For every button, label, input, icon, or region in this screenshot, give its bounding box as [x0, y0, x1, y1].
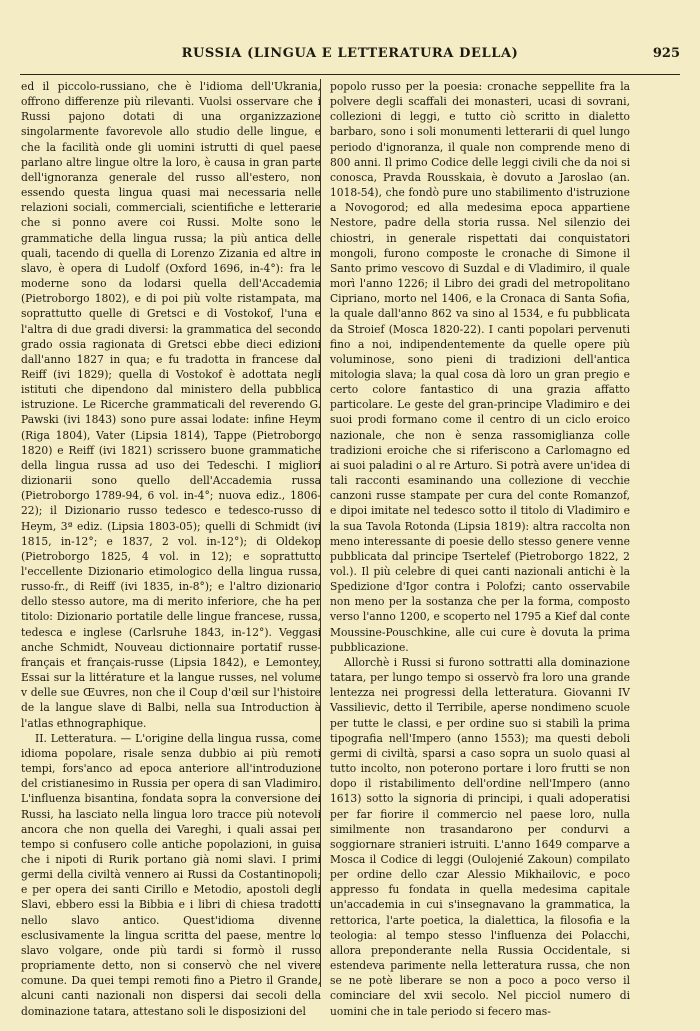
left-column	[21, 79, 321, 1019]
running-head	[20, 46, 680, 68]
running-title: RUSSIA (LINGUA E LETTERATURA DELLA)	[181, 46, 519, 61]
left-paragraph-2: II. Letteratura. — L'origine della lingua russa, come idioma popolare, risale senza dubbio ai più remoti tempi, fors'anco ad epoca anteriore all'introduzione del cristianesimo in Russia per opera di san Vladimiro. L'influenza bisantina, fondata sopra la conversione dei Russi, ha lasciato nella lingua loro tracce più notevoli ancora che non quella dei Vareghi, i quali assai per tempo si confusero colle antiche popolazioni, in guisa che i nipoti di Rurik portano già nomi slavi. I primi germi della civiltà vennero ai Russi da Costantinopoli; e per opera dei santi Cirillo e Metodio, apostoli degli Slavi, ebbero essi la Bibbia e i libri di chiesa tradotti nello slavo antico. Quest'idioma divenne esclusivamente la lingua scritta del paese, mentre lo slavo volgare, onde più tardi si formò il russo propriamente detto, non si conservò che nel vivere comune. Da quei tempi remoti fino a Pietro il Grande, alcuni canti nazionali non dispersi dai secoli della dominazione tatara, attestano soli le disposizioni del	[21, 731, 321, 1018]
header-rule	[20, 74, 680, 75]
page-number: 925	[652, 46, 680, 61]
right-column	[330, 79, 630, 1019]
left-paragraph-1: ed il piccolo-russiano, che è l'idioma dell'Ukrania, offrono differenze più rilevanti. Vuolsi osservare che i Russi pajono dotati di una organizzazione singolarmente favorevole allo studio delle lingue, e che la facilità onde gli uomini istrutti di quel paese parlano altre lingue oltre la loro, è causa in gran parte dell'ignoranza generale del russo all'estero, non essendo questa lingua quasi mai necessaria nelle relazioni sociali, commerciali, scientifiche e letterarie che si ponno avere coi Russi. Molte sono le grammatiche della lingua russa; la più antica delle quali, tacendo di quella di Lorenzo Zizania ed altre in slavo, è opera di Ludolf (Oxford 1696, in-4°): fra le moderne sono da lodarsi quella dell'Accademia (Pietroborgo 1802), e di poi più volte ristampata, ma soprattutto quelle di Gretsci e di Vostokof, l'una e l'altra di due gradi diversi: la grammatica del secondo grado ossia ragionata di Gretsci ebbe dieci edizioni dall'anno 1827 in qua; e fu tradotta in francese dal Reiff (ivi 1829); quella di Vostokof è adottata negli istituti che dipendono dal ministero della pubblica istruzione. Le Ricerche grammaticali del reverendo G. Pawski (ivi 1843) sono pure assai lodate: infine Heym (Riga 1804), Vater (Lipsia 1814), Tappe (Pietroborgo 1820) e Reiff (ivi 1821) scrissero buone grammatiche della lingua russa ad uso dei Tedeschi. I migliori dizionarii sono quello dell'Accademia russa (Pietroborgo 1789-94, 6 vol. in-4°; nuova ediz., 1806-22); il Dizionario russo tedesco e tedesco-russo di Heym, 3ª ediz. (Lipsia 1803-05); quelli di Schmidt (ivi 1815, in-12°; e 1837, 2 vol. in-12°); di Oldekop (Pietroborgo 1825, 4 vol. in 12); e soprattutto l'eccellente Dizionario etimologico della lingua russa, russo-fr., di Reiff (ivi 1835, in-8°); e l'altro dizionario dello stesso autore, ma di merito inferiore, che ha per titolo: Dizionario portatile delle lingue francese, russa, tedesca e inglese (Carlsruhe 1843, in-12°). Veggasi anche Schmidt, Nouveau dictionnaire portatif russe-français et français-russe (Lipsia 1842), e Lemontey, Essai sur la littérature et la langue russes, nel volume v delle sue Œuvres, non che il Coup d'œil sur l'histoire de la langue slave di Balbi, nella sua Introduction à l'atlas ethnographique.	[21, 80, 321, 730]
column-divider	[320, 79, 321, 987]
right-paragraph-2: Allorchè i Russi si furono sottratti alla dominazione tatara, per lungo tempo si osservò fra loro una grande lentezza nei progressi della letteratura. Giovanni IV Vassilievic, detto il Terribile, aperse nondimeno scuole per tutte le classi, e per ordine suo si stabilì la prima tipografia nell'Impero (anno 1553); ma questi deboli germi di civiltà, sparsi a caso sopra un suolo quasi al tutto incolto, non poterono portare i loro frutti se non dopo il ristabilimento dell'ordine nell'Impero (anno 1613) sotto la signoria di principi, i quali adoperatisi per far fiorire il commercio nel paese loro, nulla similmente non trasandarono per condurvi a soggiornare stranieri istruiti. L'anno 1649 comparve a Mosca il Codice di leggi (Oulojenié Zakoun) compilato per ordine dello czar Alessio Mikhailovic, e poco appresso fu fondata in quella medesima capitale un'accademia in cui s'insegnavano la grammatica, la rettorica, l'arte poetica, la dialettica, la filosofia e la teologia: al tempo stesso l'influenza dei Polacchi, allora preponderante nella Russia Occidentale, si estendeva parimente nella letteratura russa, che non se ne potè liberare se non a poco a poco verso il cominciare del xvii secolo. Nel picciol numero di uomini che in tale periodo si fecero mas-	[330, 655, 630, 1018]
right-paragraph-1: popolo russo per la poesia: cronache seppellite fra la polvere degli scaffali dei monasteri, ucasi di sovrani, collezioni di leggi, e tutto ciò scritto in dialetto barbaro, sono i soli monumenti letterarii di quel lungo periodo d'ignoranza, il quale non comprende meno di 800 anni. Il primo Codice delle leggi civili che da noi si conosca, Pravda Rousskaia, è dovuto a Jaroslao (an. 1018-54), che fondò pure uno stabilimento d'istruzione a Novogorod; ed alla medesima epoca appartiene Nestore, padre della storia russa. Nel silenzio dei chiostri, in generale rispettati dai conquistatori mongoli, furono composte le cronache di Simone il Santo primo vescovo di Suzdal e di Vladimiro, il quale morì l'anno 1226; il Libro dei gradi del metropolitano Cipriano, morto nel 1406, e la Cronaca di Santa Sofia, la quale dall'anno 862 va sino al 1534, e fu pubblicata da Stroief (Mosca 1820-22). I canti popolari pervenuti fino a noi, indipendentemente da quelle opere più voluminose, sono pieni di tradizioni dell'antica mitologia slava; la qual cosa dà loro un gran pregio e certo colore fantastico di una grazia affatto particolare. Le geste del gran-principe Vladimiro e dei suoi prodi formano come il centro di un ciclo eroico nazionale, che non è senza rassomiglianza colle tradizioni eroiche che si riferiscono a Carlomagno ed ai suoi paladini o al re Arturo. Si potrà avere un'idea di tali racconti esaminando una collezione di vecchie canzoni russe stampate per cura del conte Romanzof, e dipoi imitate nel tedesco sotto il titolo di Vladimiro e la sua Tavola Rotonda (Lipsia 1819): altra raccolta non meno interessante di poesie dello stesso genere venne pubblicata dal principe Tsertelef (Pietroborgo 1822, 2 vol.). Il più celebre di quei canti nazionali antichi è la Spedizione d'Igor contra i Polofzi; canto osservabile non meno per la sostanza che per la forma, composto verso l'anno 1200, e scoperto nel 1795 a Kief dal conte Moussine-Pouschkine, alle cui cure è dovuta la prima pubblicazione.	[330, 80, 630, 654]
